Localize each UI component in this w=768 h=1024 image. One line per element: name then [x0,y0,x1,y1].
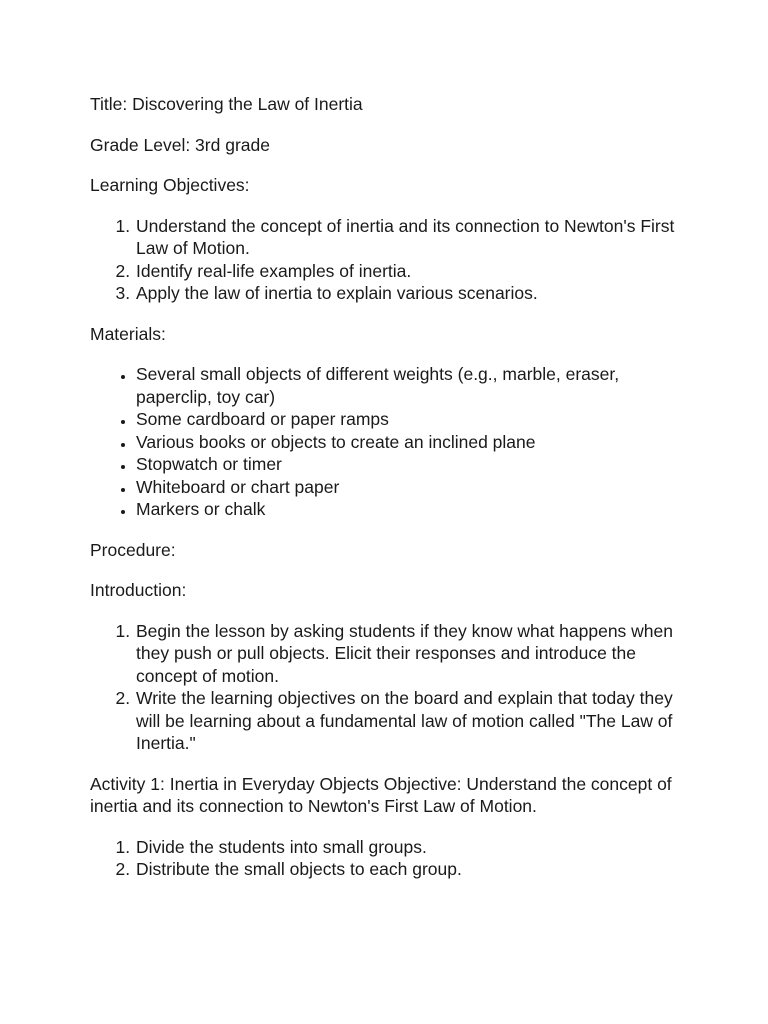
learning-objectives-heading: Learning Objectives: [90,175,250,195]
materials-heading: Materials: [90,323,166,344]
introduction-heading: Introduction: [90,580,187,600]
list-item: 2. Identify real-life examples of inertia. [135,260,690,283]
list-item: • Stopwatch or timer [135,453,690,476]
document-page [90,93,690,899]
activity1-list [90,836,690,881]
learning-objectives-list [90,215,690,305]
materials-list [90,363,690,521]
grade-level: Grade Level: 3rd grade [90,134,270,155]
list-item: 3. Apply the law of inertia to explain various scenarios. [135,282,690,305]
list-item: • Various books or objects to create an inclined plane [135,431,690,454]
list-item: 2. Distribute the small objects to each group. [135,858,690,881]
lesson-title: Title: Discovering the Law of Inertia [90,94,363,114]
list-item: • Several small objects of different weights (e.g., marble, eraser, paperclip, toy car) [135,363,690,408]
activity1-heading: Activity 1: Inertia in Everyday Objects Objective: Understand the concept of inertia and its connection to Newton's First Law of Motion. [90,773,672,816]
list-item: 1. Begin the lesson by asking students if they know what happens when they push or pull objects. Elicit their responses and introduce the concept of motion. [135,620,690,688]
list-item: 1. Divide the students into small groups. [135,836,690,859]
procedure-heading: Procedure: [90,539,176,560]
list-item: • Markers or chalk [135,498,690,521]
list-item: • Some cardboard or paper ramps [135,408,690,431]
list-item: 2. Write the learning objectives on the board and explain that today they will be learning about a fundamental law of motion called "The Law of Inertia." [135,687,690,755]
list-item: 1. Understand the concept of inertia and its connection to Newton's First Law of Motion. [135,215,690,260]
list-item: • Whiteboard or chart paper [135,476,690,499]
introduction-list [90,620,690,755]
